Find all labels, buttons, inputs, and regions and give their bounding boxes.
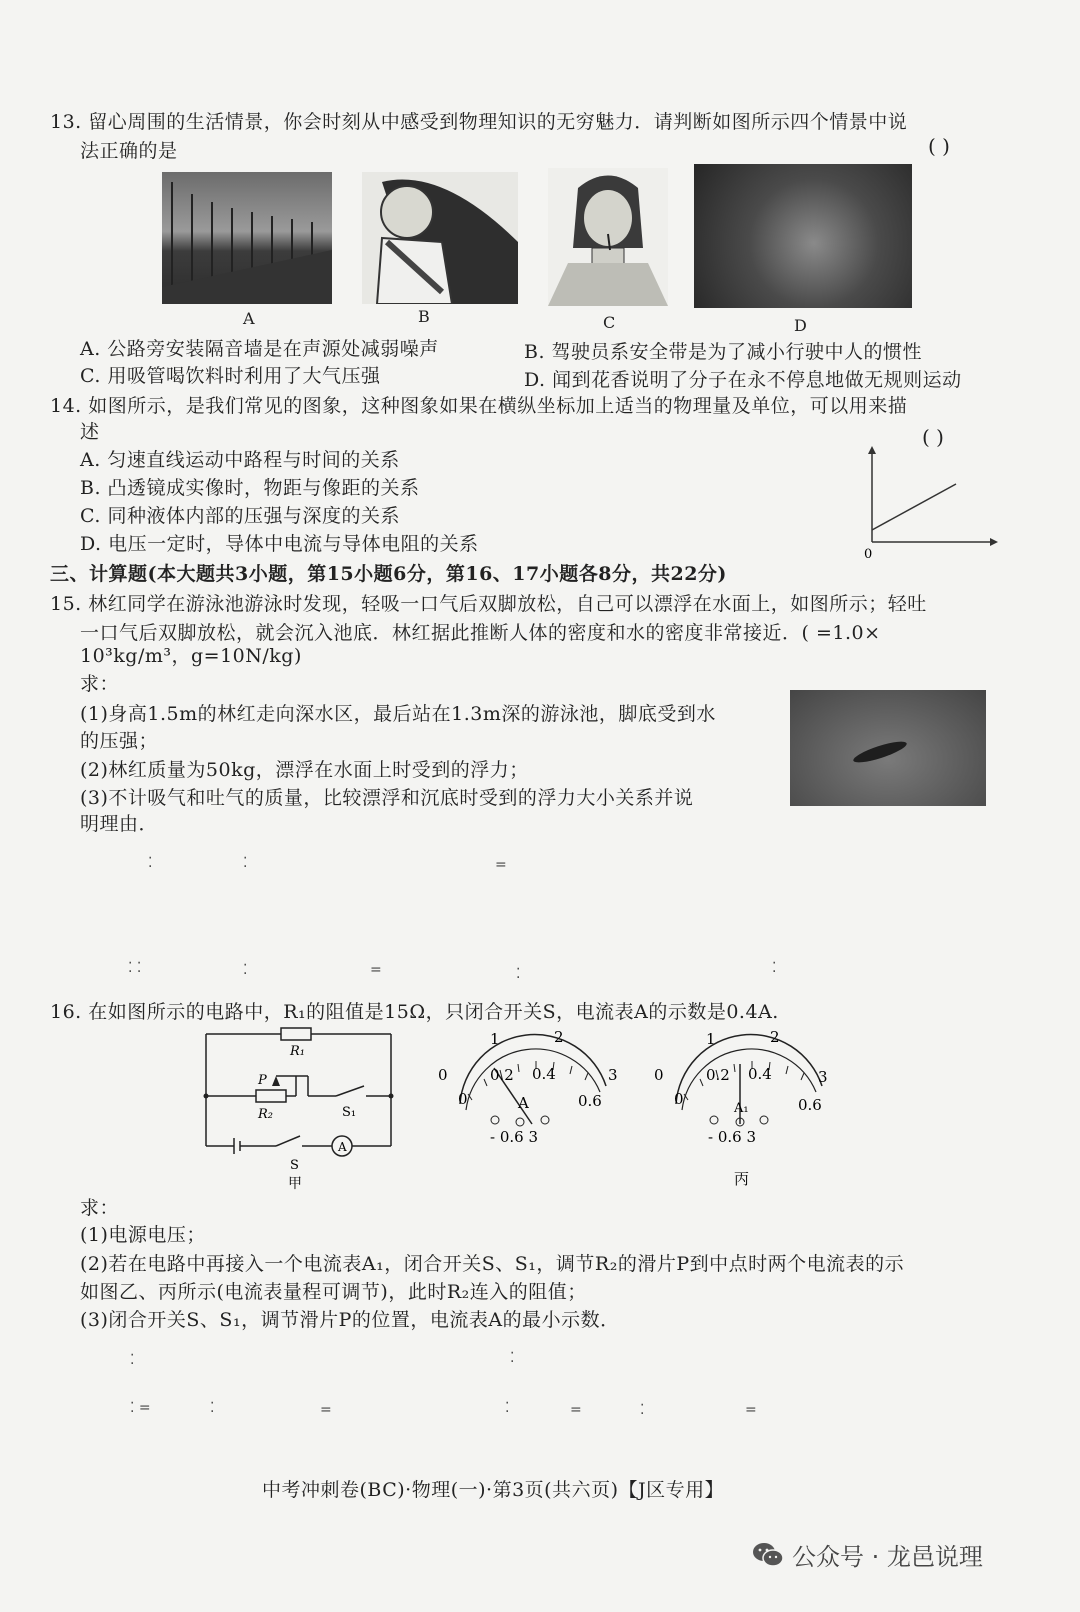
q14-graph-line (872, 484, 956, 530)
q16-circuit-diagram (196, 1024, 406, 1194)
label-s: S (290, 1158, 299, 1173)
q13-image-label-c: C (603, 313, 616, 332)
q15-qiu: 求： (80, 673, 120, 695)
label-r2: R₂ (258, 1107, 273, 1122)
caption-bing: 丙 (734, 1170, 750, 1188)
q15-line2: 一口气后双脚放松，就会沉入池底．林红据此推断人体的密度和水的密度非常接近．( =1.0× (80, 622, 881, 644)
q15-part2: (2)林红质量为50kg，漂浮在水面上时受到的浮力； (80, 759, 529, 781)
page-footer: 中考冲刺卷(BC)·物理(一)·第3页(共六页)【J区专用】 (262, 1479, 725, 1501)
caption-jia: 甲 (288, 1176, 302, 1192)
watermark-text: 公众号 · 龙邑说理 (792, 1543, 983, 1571)
q13-option-c: C. 用吸管喝饮料时利用了大气压强 (80, 365, 381, 387)
q14-stem-line1: 14. 如图所示，是我们常见的图象，这种图象如果在横纵坐标加上适当的物理量及单位，可以用来描 (50, 395, 908, 417)
meter-yi-label: A (518, 1094, 529, 1112)
meter-bing-scale-1: 1 (706, 1030, 716, 1048)
watermark (752, 1537, 983, 1572)
q14-option-d: D. 电压一定时，导体中电流与导体电阻的关系 (80, 533, 479, 555)
meter-bing-scale-02: 0.2 (706, 1066, 730, 1084)
wechat-icon (752, 1541, 784, 1569)
q16-ammeter-bing (648, 1024, 848, 1194)
meter-bing-zero-left: 0 (654, 1066, 664, 1084)
meter-bing-zero-bottom: 0 (674, 1090, 684, 1108)
q13-option-b: B. 驾驶员系安全带是为了减小行驶中人的惯性 (524, 341, 923, 363)
q13-image-b-seatbelt (362, 172, 518, 304)
q16-part2-line2: 如图乙、丙所示(电流表量程可调节)，此时R₂连入的阻值； (80, 1281, 587, 1303)
resistor-r1 (281, 1028, 311, 1040)
q13-image-label-a: A (243, 309, 255, 328)
meter-yi-zero-bottom: 0 (458, 1090, 468, 1108)
q16-part3: (3)闭合开关S、S₁，调节滑片P的位置，电流表A的最小示数． (80, 1309, 620, 1331)
q15-line1: 15. 林红同学在游泳池游泳时发现，轻吸一口气后双脚放松，自己可以漂浮在水面上，如图所示；轻吐 (50, 593, 927, 615)
q13-stem-line1: 13. 留心周围的生活情景，你会时刻从中感受到物理知识的无穷魅力．请判断如图所示四个情景中说 (50, 111, 908, 133)
q15-part1-line1: (1)身高1.5m的林红走向深水区，最后站在1.3m深的游泳池，脚底受到水 (80, 703, 716, 725)
q14-stem-line2: 述 (80, 421, 100, 443)
q14-option-b: B. 凸透镜成实像时，物距与像距的关系 (80, 477, 420, 499)
q14-answer-bracket: ( ) (922, 425, 944, 449)
q16-ammeter-yi (432, 1024, 632, 1154)
meter-bing-scale-3: 3 (818, 1068, 828, 1086)
q14-option-a: A. 匀速直线运动中路程与时间的关系 (80, 449, 400, 471)
q15-part1-line2: 的压强； (80, 730, 159, 752)
meter-bing-scale-04: 0.4 (748, 1065, 772, 1083)
q16-qiu: 求： (80, 1197, 120, 1219)
q14-line-graph (860, 440, 1000, 565)
meter-yi-scale-1: 1 (490, 1030, 500, 1048)
q13-image-d-smelling-flower (694, 164, 912, 308)
exam-page: 13. 留心周围的生活情景，你会时刻从中感受到物理知识的无穷魅力．请判断如图所示四个情景中说 法正确的是 ( ) A B C D A. 公路旁安装隔音墙是在声源处减弱噪声 B. 驾驶员系安全带是为了减小行驶中人的惯性 C. 用吸管喝饮料时利用了大气压强 D. 闻到花香说明了分子在永不停息地做无规则运动 14. 如图所示，是我们常见的图象，这种图象如果在横纵坐标加上适当的物理量及单位，可以用来描 述 ( ) A. 匀速直线运动中路程与时间的关系 B. 凸透镜成实像时，物距与像距的关系 C. 同种液体内部的压强与深度的关系 D. 电压一定时，导体中电流与导体电阻的关系 0 三、计算题(本大题共3小题，第15小题6分，第16、17小题各8分，共22分) 15. 林红同学在游泳池游泳时发现，轻吸一口气后双脚放松，自己可以漂浮在水面上，如图所示；轻吐 一口气后双脚放松，就会沉入池底．林红据此推断人体的密度和水的密度非常接近．( =1.0× 10³kg/m³，g=10N/kg) 求： (1)身高1.5m的林红走向深水区，最后站在1.3m深的游泳池，脚底受到水 的压强； (2)林红质量为50kg，漂浮在水面上时受到的浮力； (3)不计吸气和吐气的质量，比较漂浮和沉底时受到的浮力大小关系并说 明理由． ⁚ ⁚ = ⁚ ⁚ ⁚ = ⁚ ⁚ 16. 在如图所示的电路中，R₁的阻值是15Ω，只闭合开关S，电流表A的示数是0.4A. R₁ R₂ P S₁ A S 甲 0 1 2 3 0 0.2 0.4 0.6 A - 0.6 3 0 1 2 3 0 0.2 0.4 0.6 A₁ - 0.6 3 丙 求： (1)电源电压； (2)若在电路中再接入一个电流表A₁，闭合开关S、S₁，调节R₂的滑片P到中点时两个电流表的示 如图乙、丙所示(电流表量程可调节)，此时R₂连入的阻值； (3)闭合开关S、S₁，调节滑片P的位置，电流表A的最小示数． ⁚ ⁚ ⁚ = ⁚ = ⁚ = ⁚ = 中考冲刺卷(BC)·物理(一)·第3页(共六页)【J区专用】 公众号 · 龙邑说理 (0, 0, 1080, 1612)
q14-option-c: C. 同种液体内部的压强与深度的关系 (80, 505, 400, 527)
q13-image-label-d: D (794, 316, 807, 335)
q15-part3-line2: 明理由． (80, 813, 159, 835)
resistor-r2 (256, 1090, 286, 1102)
q13-image-label-b: B (418, 307, 430, 326)
meter-yi-scale-02: 0.2 (490, 1066, 514, 1084)
meter-bing-terminals: - 0.6 3 (708, 1128, 757, 1146)
q15-image-swimmer (790, 690, 986, 806)
label-s1: S₁ (342, 1105, 357, 1120)
meter-bing-scale-2: 2 (770, 1028, 780, 1046)
switch-s (276, 1136, 300, 1146)
q14-graph-origin: 0 (864, 547, 873, 562)
label-p: P (258, 1073, 267, 1088)
q15-part3-line1: (3)不计吸气和吐气的质量，比较漂浮和沉底时受到的浮力大小关系并说 (80, 787, 694, 809)
label-r1: R₁ (290, 1044, 305, 1059)
q13-option-a: A. 公路旁安装隔音墙是在声源处减弱噪声 (80, 338, 439, 360)
q13-image-c-straw-drink (548, 168, 668, 306)
q15-line3: 10³kg/m³，g=10N/kg) (80, 645, 302, 667)
meter-yi-scale-06: 0.6 (578, 1092, 602, 1110)
meter-yi-scale-04: 0.4 (532, 1065, 556, 1083)
label-ammeter: A (338, 1140, 347, 1154)
q16-part2-line1: (2)若在电路中再接入一个电流表A₁，闭合开关S、S₁，调节R₂的滑片P到中点时两个电流表的示 (80, 1253, 905, 1275)
meter-yi-scale-3: 3 (608, 1066, 618, 1084)
meter-bing-scale-06: 0.6 (798, 1096, 822, 1114)
section3-heading: 三、计算题(本大题共3小题，第15小题6分，第16、17小题各8分，共22分) (50, 563, 727, 585)
meter-yi-scale-2: 2 (554, 1028, 564, 1046)
meter-yi-terminals: - 0.6 3 (490, 1128, 539, 1146)
q13-stem-line2: 法正确的是 (80, 140, 178, 162)
q16-part1: (1)电源电压； (80, 1224, 206, 1246)
switch-s1 (336, 1086, 364, 1096)
q13-answer-bracket: ( ) (928, 134, 950, 158)
meter-yi-zero-left: 0 (438, 1066, 448, 1084)
q16-stem: 16. 在如图所示的电路中，R₁的阻值是15Ω，只闭合开关S，电流表A的示数是0.4A. (50, 1001, 779, 1023)
q13-image-a-noise-barrier (162, 172, 332, 304)
q13-option-d: D. 闻到花香说明了分子在永不停息地做无规则运动 (524, 369, 962, 391)
meter-bing-label: A₁ (734, 1101, 749, 1116)
